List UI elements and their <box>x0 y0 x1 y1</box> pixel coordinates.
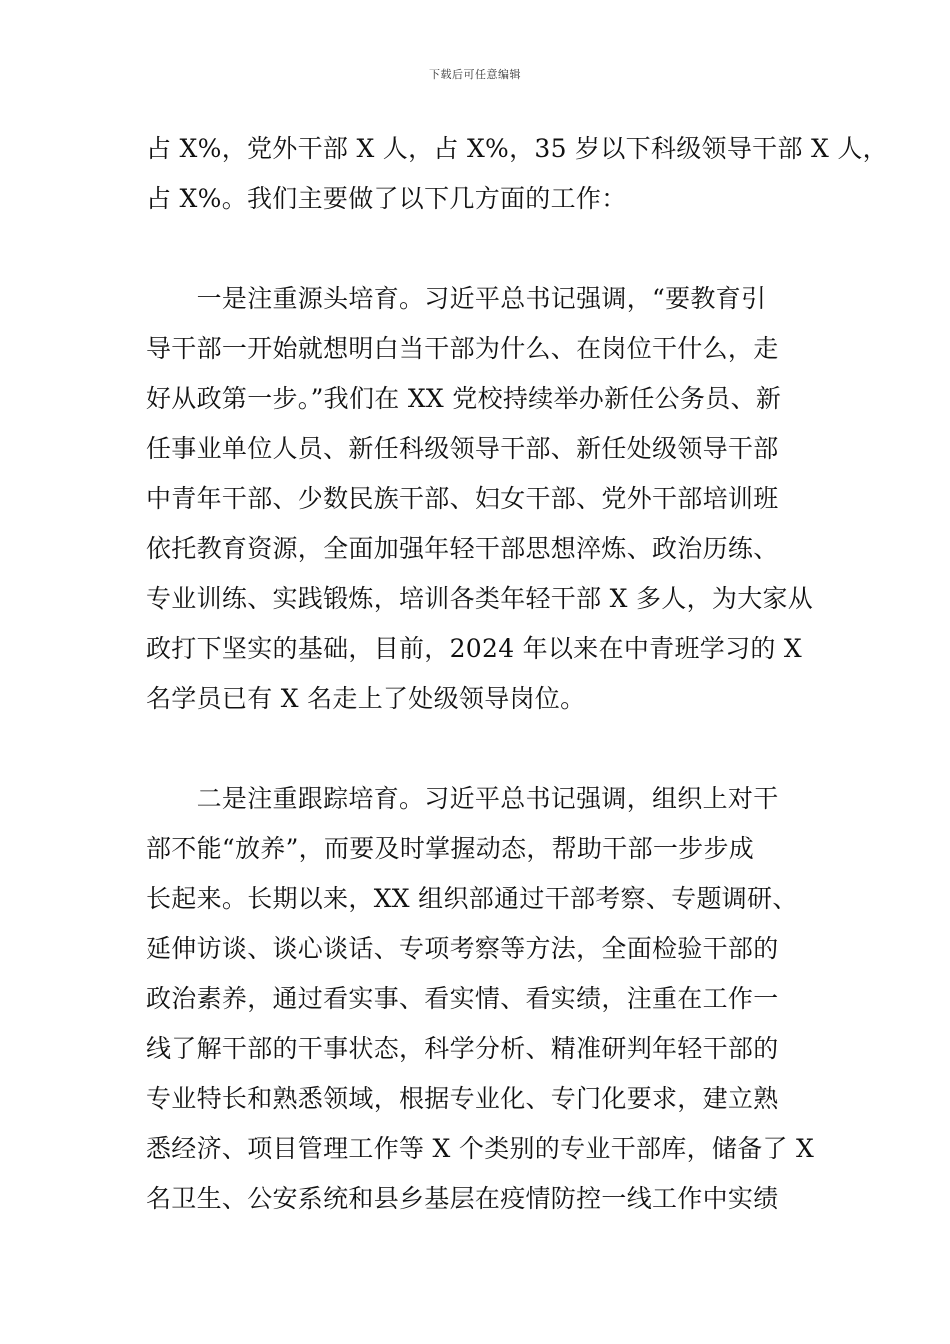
paragraph-line: 好从政第一步。”我们在 XX 党校持续举办新任公务员、新 <box>146 384 782 413</box>
paragraph-line: 政打下坚实的基础，目前，2024 年以来在中青班学习的 X <box>146 634 803 663</box>
paragraph-line: 二是注重跟踪培育。习近平总书记强调，组织上对干 <box>146 784 779 813</box>
paragraph-line: 占 X%，党外干部 X 人，占 X%，35 岁以下科级领导干部 X 人， <box>146 134 888 163</box>
paragraph-line: 依托教育资源，全面加强年轻干部思想淬炼、政治历练、 <box>146 534 779 563</box>
page-header-note: 下载后可任意编辑 <box>429 68 521 81</box>
paragraph-line: 政治素养，通过看实事、看实情、看实绩，注重在工作一 <box>146 984 779 1013</box>
paragraph-line: 专业训练、实践锻炼，培训各类年轻干部 X 多人，为大家从 <box>146 584 814 613</box>
paragraph-line: 专业特长和熟悉领域，根据专业化、专门化要求，建立熟 <box>146 1084 779 1113</box>
paragraph-line: 导干部一开始就想明白当干部为什么、在岗位干什么，走 <box>146 334 779 363</box>
paragraph-line: 长起来。长期以来，XX 组织部通过干部考察、专题调研、 <box>146 884 798 913</box>
paragraph-line: 一是注重源头培育。习近平总书记强调，“要教育引 <box>146 284 767 313</box>
paragraph-line: 名卫生、公安系统和县乡基层在疫情防控一线工作中实绩 <box>146 1184 779 1213</box>
paragraph-line: 占 X%。我们主要做了以下几方面的工作： <box>146 184 627 213</box>
paragraph-line: 延伸访谈、谈心谈话、专项考察等方法，全面检验干部的 <box>146 934 779 963</box>
paragraph-line: 名学员已有 X 名走上了处级领导岗位。 <box>146 684 586 713</box>
paragraph-line: 任事业单位人员、新任科级领导干部、新任处级领导干部 <box>146 434 779 463</box>
paragraph-line: 部不能“放养”，而要及时掌握动态，帮助干部一步步成 <box>146 834 755 863</box>
paragraph-line: 线了解干部的干事状态，科学分析、精准研判年轻干部的 <box>146 1034 779 1063</box>
paragraph-line: 中青年干部、少数民族干部、妇女干部、党外干部培训班 <box>146 484 779 513</box>
paragraph-line: 悉经济、项目管理工作等 X 个类别的专业干部库，储备了 X <box>146 1134 815 1163</box>
